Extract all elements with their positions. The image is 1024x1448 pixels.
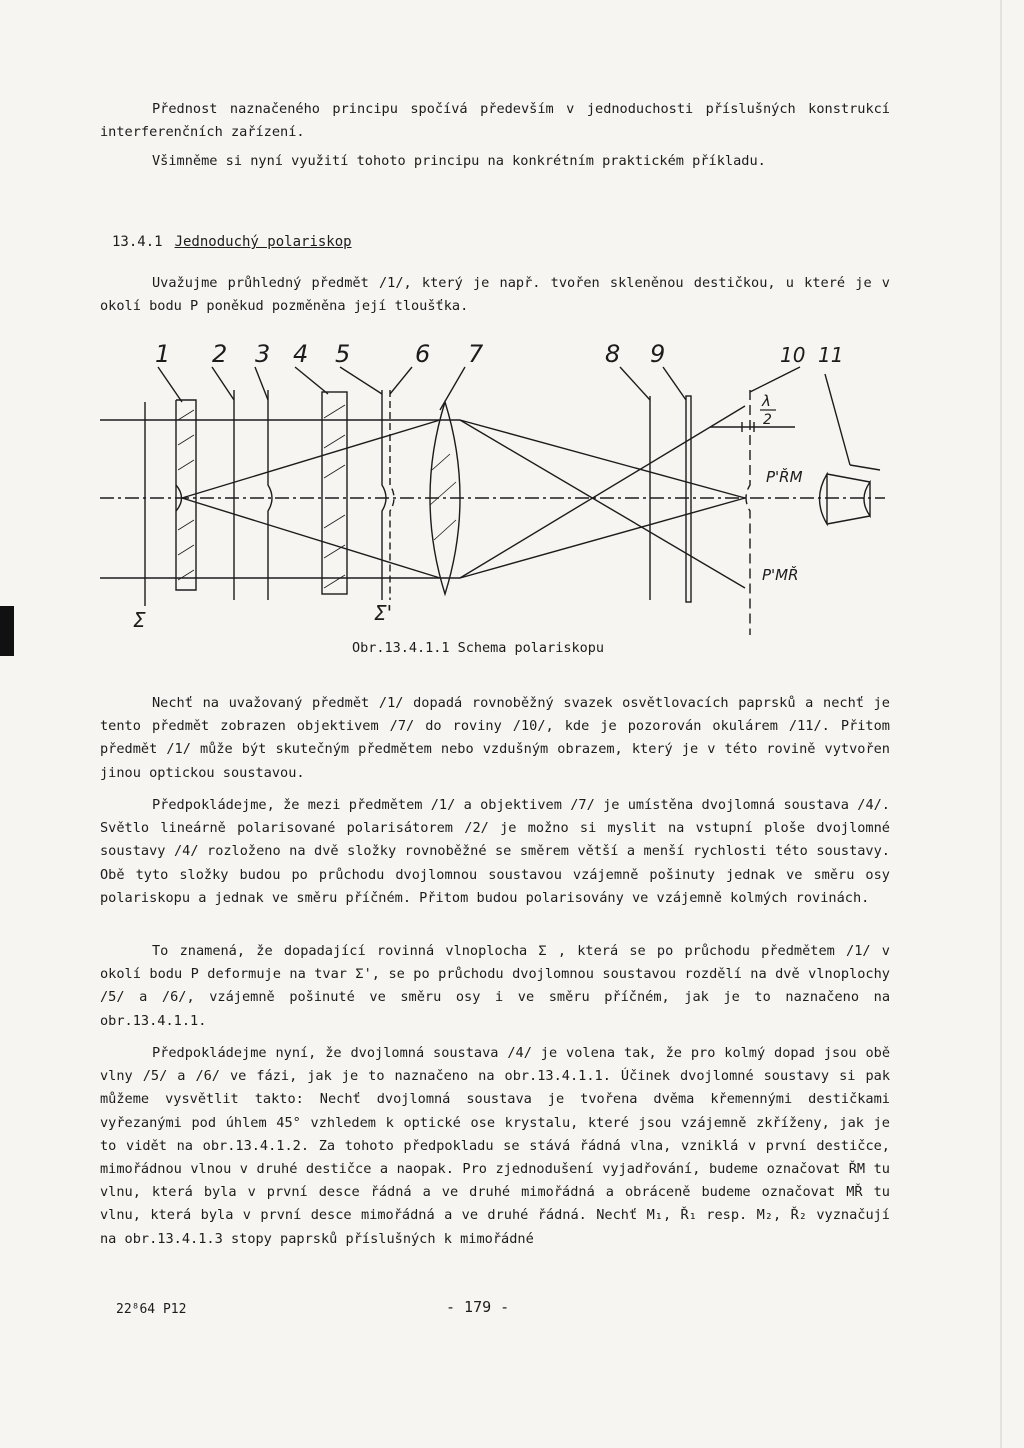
paragraph-1: Přednost naznačeného principu spočívá především v jednoduchosti příslušných konstrukcí interferenčních zařízení. — [100, 101, 890, 141]
scan-margin-mark — [0, 606, 14, 656]
label-3: 3 — [255, 340, 271, 368]
lambda-denominator: 2 — [763, 412, 772, 428]
label-10: 10 — [780, 343, 806, 367]
section-title: Jednoduchý polariskop — [174, 234, 352, 250]
label-7: 7 — [468, 340, 484, 368]
label-5: 5 — [335, 340, 351, 368]
page-number: - 179 - — [446, 1298, 510, 1316]
label-4: 4 — [293, 340, 309, 368]
figure-caption: Obr.13.4.1.1 Schema polariskopu — [352, 640, 604, 656]
sigma-label: Σ — [133, 608, 146, 632]
section-heading — [112, 232, 352, 252]
paragraph-4: Nechť na uvažovaný předmět /1/ dopadá rovnoběžný svazek osvětlovacích paprsků a nechť je tento předmět zobrazen objektivem /7/ do roviny /10/, kde je pozorován okulárem /11/. Přitom předmět /1/ může být skutečným předmětem nebo vzdušným obrazem, který je v této rovině vytvořen jinou optickou soustavou. — [100, 695, 890, 781]
lambda-numerator: λ — [762, 392, 771, 410]
footer-code: 22⁸64 P12 — [116, 1302, 187, 1317]
paragraph-7: Předpokládejme nyní, že dvojlomná soustava /4/ je volena tak, že pro kolmý dopad jsou obě vlny /5/ a /6/ ve fázi, jak je to naznačeno na obr.13.4.1.1. Účinek dvojlomné soustavy si pak můžeme vysvětlit takto: Nechť dvojlomná soustava je tvořena dvěma křemennými destičkami vyřezanými pod úhlem 45° vzhledem k optické ose krystalu, které jsou vzájemně zkříženy, jak je to vidět na obr.13.4.1.2. Za tohoto předpokladu se stává řádná vlna, vzniklá v první destičce, mimořádnou vlnou v druhé destičce a naopak. Pro zjednodušení vyjadřování, budeme označovat ŘM tu vlnu, která byla v první desce řádná a ve druhé mimořádná a obráceně budeme označovat MŘ tu vlnu, která byla v první desce mimořádná a ve druhé řádná. Nechť M₁, Ř₁ resp. M₂, Ř₂ vyznačují na obr.13.4.1.3 stopy paprsků příslušných k mimořádné — [100, 1045, 890, 1247]
section-number: 13.4.1 — [112, 234, 163, 250]
paragraph-5: Předpokládejme, že mezi předmětem /1/ a objektivem /7/ je umístěna dvojlomná soustava /4/. Světlo lineárně polarisované polarisátorem /2/ je možno si myslit na vstupní ploše dvojlomné soustavy /4/ rozloženo na dvě složky rovnoběžné se směrem větší a menší rychlosti této soustavy. Obě tyto složky budou po průchodu dvojlomnou soustavou vzájemně pošinuty jednak ve směru osy polariskopu a jednak ve směru příčném. Přitom budou polarisovány ve vzájemně kolmých rovinách. — [100, 797, 890, 906]
paragraph-3: Uvažujme průhledný předmět /1/, který je např. tvořen skleněnou destičkou, u které je v okolí bodu P poněkud pozměněna její tloušťka. — [100, 275, 890, 315]
label-1: 1 — [155, 340, 171, 368]
paragraph-6: To znamená, že dopadající rovinná vlnoplocha Σ , která se po průchodu předmětem /1/ v okolí bodu P deformuje na tvar Σ', se po průchodu dvojlomnou soustavou rozdělí na dvě vlnoplochy /5/ a /6/, vzájemně pošinuté ve směru osy i ve směru příčném, jak je to naznačeno na obr.13.4.1.1. — [100, 943, 890, 1029]
p-mr-label: P'MŘ — [762, 566, 799, 584]
label-8: 8 — [605, 340, 621, 368]
label-2: 2 — [212, 340, 228, 368]
polariscope-diagram — [90, 330, 890, 635]
paragraph-2: Všimněme si nyní využití tohoto principu na konkrétním praktickém příkladu. — [152, 153, 766, 169]
label-9: 9 — [650, 340, 666, 368]
page-edge — [1000, 0, 1002, 1448]
label-6: 6 — [415, 340, 431, 368]
label-11: 11 — [818, 343, 844, 367]
sigma-prime-label: Σ' — [374, 601, 393, 625]
p-rm-label: P'ŘM — [766, 468, 803, 486]
